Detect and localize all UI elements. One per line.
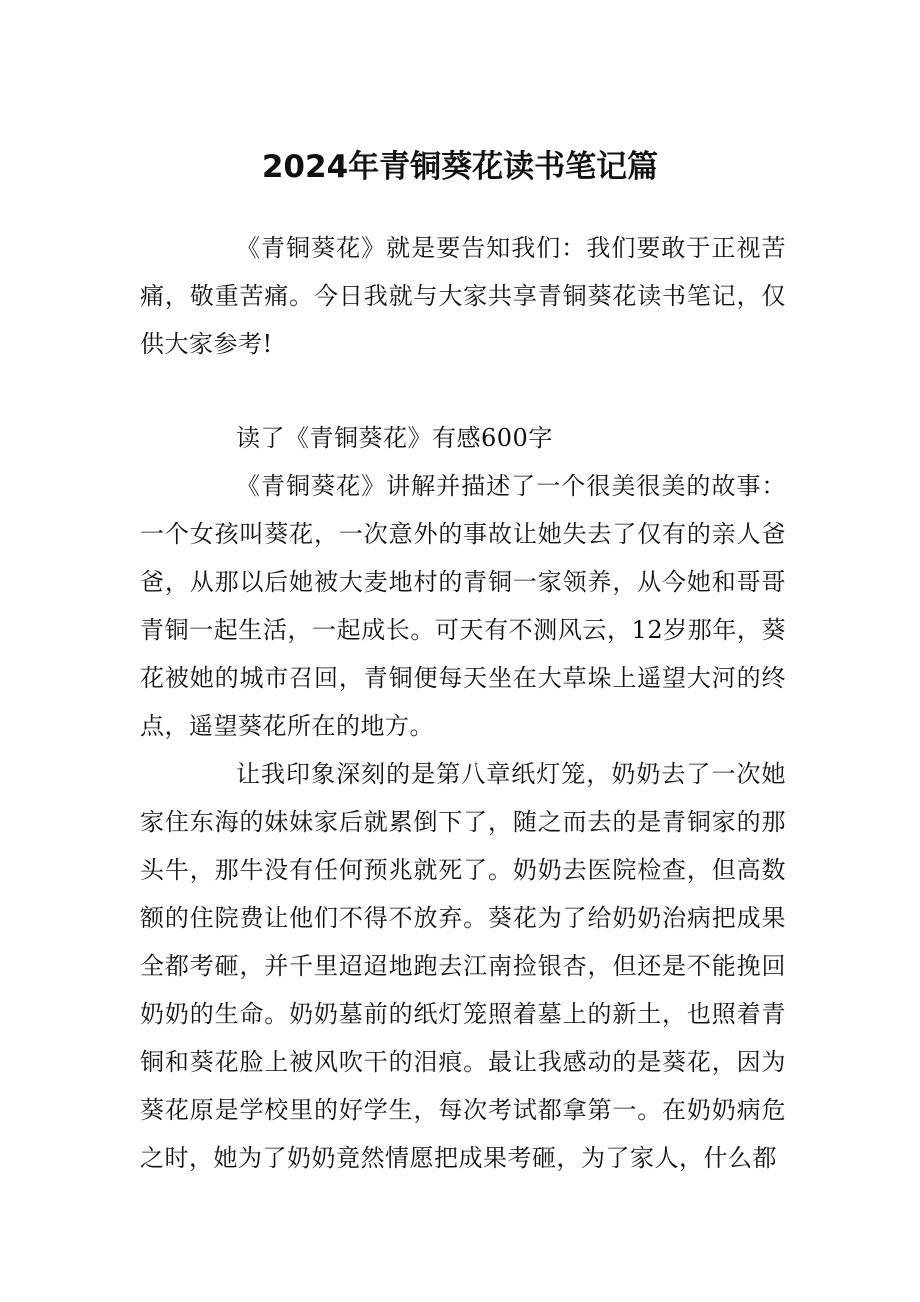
body-paragraph-1: 《青铜葵花》讲解并描述了一个很美很美的故事：一个女孩叫葵花，一次意外的事故让她失去了仅有的亲人爸爸，从那以后她被大麦地村的青铜一家领养，从今她和哥哥青铜一起生活，一起成长。可天有不测风云，12岁那年，葵花被她的城市召回，青铜便每天坐在大草垛上遥望大河的终点，遥望葵花所在的地方。 <box>140 472 786 740</box>
section-heading: 读了《青铜葵花》有感600字 <box>236 424 553 452</box>
document-title: 2024年青铜葵花读书笔记篇 <box>261 149 659 185</box>
intro-paragraph: 《青铜葵花》就是要告知我们：我们要敢于正视苦痛，敬重苦痛。今日我就与大家共享青铜葵花读书笔记，仅供大家参考! <box>140 234 786 358</box>
article-body <box>140 414 786 1182</box>
intro-block <box>140 224 786 368</box>
body-paragraph-2: 让我印象深刻的是第八章纸灯笼，奶奶去了一次她家住东海的妹妹家后就累倒下了，随之而去的是青铜家的那头牛，那牛没有任何预兆就死了。奶奶去医院检查，但高数额的住院费让他们不得不放弃。葵花为了给奶奶治病把成果全都考砸，并千里迢迢地跑去江南捡银杏，但还是不能挽回奶奶的生命。奶奶墓前的纸灯笼照着墓上的新土，也照着青铜和葵花脸上被风吹干的泪痕。最让我感动的是葵花，因为葵花原是学校里的好学生，每次考试都拿第一。在奶奶病危之时，她为了奶奶竟然情愿把成果考砸，为了家人，什么都 <box>140 760 786 1172</box>
